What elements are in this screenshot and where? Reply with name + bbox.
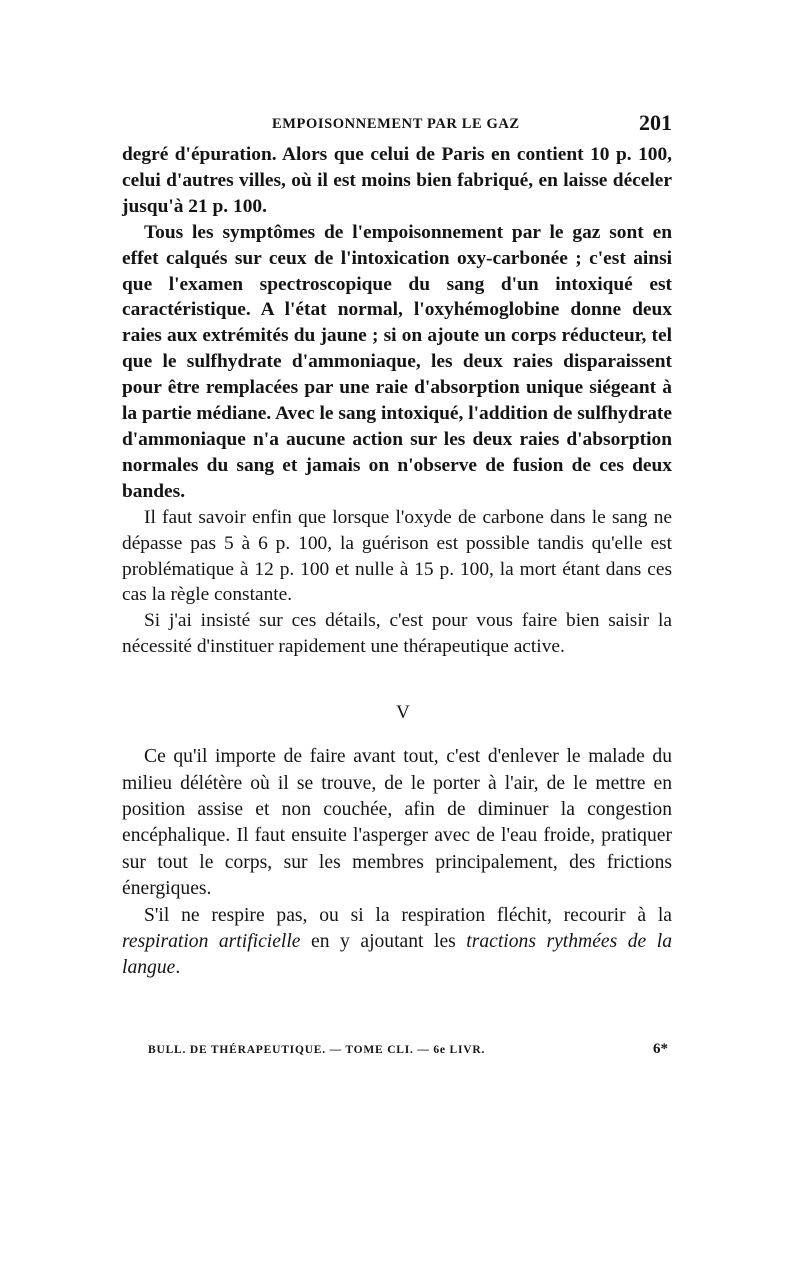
book-page (122, 110, 672, 982)
respiration-text-mid: en y ajoutant les (300, 930, 467, 952)
paragraph-first-aid: Ce qu'il importe de faire avant tout, c'est d'enlever le malade du milieu délétère où il se trouve, de le porter à l'air, de le mettre en position assise et non couchée, afin de diminuer la congestion encéphalique. Il faut ensuite l'asperger avec de l'eau froide, pratiquer sur tout le corps, sur les membres principalement, des frictions énergiques. (122, 746, 672, 900)
section-heading: V (396, 702, 410, 724)
tongue-traction-term: tractions rythmées de la langue (122, 930, 672, 979)
signature-footer (148, 1041, 668, 1064)
respiration-term: respiration artificielle (122, 930, 301, 952)
respiration-text-end: . (175, 957, 181, 979)
running-title: EMPOISONNEMENT PAR LE GAZ (272, 116, 520, 132)
paragraph-respiration (122, 903, 672, 982)
paragraph-emphasis: Si j'ai insisté sur ces détails, c'est pour vous faire bien saisir la nécessité d'instituer rapidement une thérapeutique active. (122, 610, 672, 658)
paragraph-prognosis: Il faut savoir enfin que lorsque l'oxyde de carbone dans le sang ne dépasse pas 5 à 6 p. 100, la guérison est possible tandis qu'elle est problématique à 12 p. 100 et nulle à 15 p. 100, la mort étant dans ces cas la règle constante. (122, 506, 672, 606)
section-v (122, 744, 672, 982)
paragraph-continuation: degré d'épuration. Alors que celui de Paris en contient 10 p. 100, celui d'autres villes, où il est moins bien fabriqué, en laisse déceler jusqu'à 21 p. 100. (122, 144, 672, 217)
signature-line: BULL. DE THÉRAPEUTIQUE. — TOME CLI. — 6e LIVR. (148, 1044, 486, 1056)
signature-mark: 6* (653, 1041, 668, 1057)
page-number: 201 (639, 110, 672, 135)
running-head (122, 110, 672, 142)
respiration-text-start: S'il ne respire pas, ou si la respiration fléchit, recourir à la (144, 904, 672, 926)
paragraph-symptoms: Tous les symptômes de l'empoisonnement par le gaz sont en effet calqués sur ceux de l'intoxication oxy-carbonée ; c'est ainsi que l'examen spectroscopique du sang d'un intoxiqué est caractéristique. A l'état normal, l'oxyhémoglobine donne deux raies aux extrémités du jaune ; si on ajoute un corps réducteur, tel que le sulfhydrate d'ammoniaque, les deux raies disparaissent pour être remplacées par une raie d'absorption unique siégeant à la partie médiane. Avec le sang intoxiqué, l'addition de sulfhydrate d'ammoniaque n'a aucune action sur les deux raies d'absorption normales du sang et jamais on n'observe de fusion de ces deux bandes. (122, 221, 672, 502)
